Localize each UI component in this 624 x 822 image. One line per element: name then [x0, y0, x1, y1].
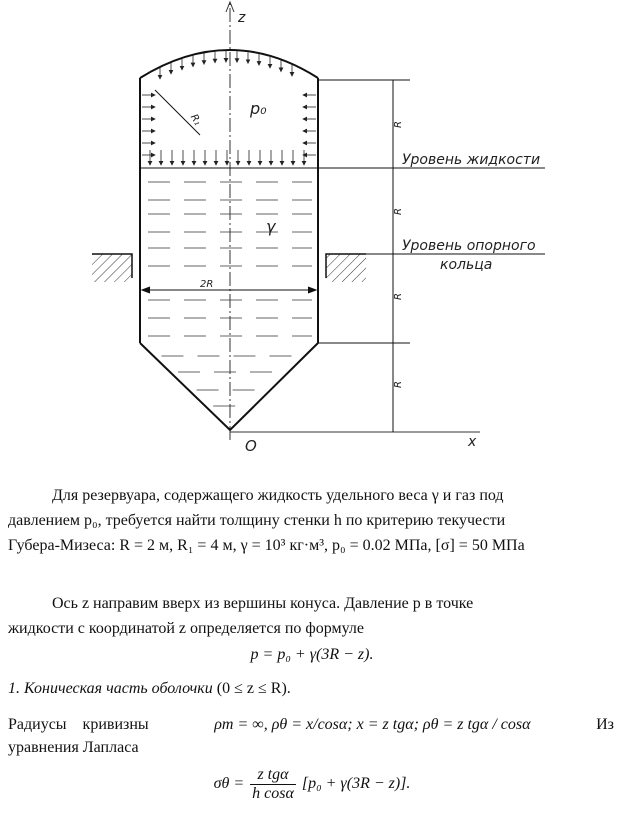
problem-line-2: давлением p₀, требуется найти толщину стенки h по критерию текучести: [8, 512, 506, 529]
radii-formula: ρm = ∞, ρθ = x/cosα; x = z tgα; ρθ = z tgα / cosα: [214, 716, 531, 733]
support-ring-label-line2: кольца: [440, 257, 493, 273]
section-heading: [8, 676, 614, 701]
solution-line-2: жидкости с координатой z определяется по формуле: [8, 620, 365, 637]
solution-paragraph: [8, 591, 614, 641]
stress-lhs: σθ =: [213, 775, 245, 793]
origin-label: O: [245, 437, 257, 455]
solution-line-1: Ось z направим вверх из вершины конуса. Давление p в точке: [52, 595, 474, 612]
stress-denominator: h cosα: [252, 785, 294, 802]
support-ring-label-line1: Уровень опорного: [402, 238, 536, 254]
tank-dome: [140, 50, 318, 78]
dimension-r-2: R: [393, 208, 404, 215]
specific-weight-label: γ: [266, 217, 276, 236]
stress-numerator: z tgα: [250, 766, 296, 785]
z-axis-label: z: [238, 10, 246, 26]
pressure-p0-label: p₀: [250, 99, 267, 118]
radius-r1-line: [155, 90, 200, 135]
section-range: (0 ≤ z ≤ R).: [216, 680, 291, 697]
stress-rhs: [p₀ + γ(3R − z)].: [301, 775, 411, 793]
diameter-arrow-right: [308, 287, 316, 293]
gas-pressure-arrows: [142, 51, 316, 165]
laplace-line: уравнения Лапласа: [8, 739, 139, 756]
problem-line-1: Для резервуара, содержащего жидкость удельного веса γ и газ под: [52, 487, 504, 504]
support-right-hatch: [326, 254, 366, 282]
radii-intro: Радиусы кривизны: [8, 716, 149, 733]
stress-fraction: [250, 766, 296, 803]
radius-r1-label: R₁: [187, 112, 203, 128]
section-title: 1. Коническая часть оболочки: [8, 680, 213, 697]
support-left-hatch: [92, 254, 132, 282]
stress-equation: [0, 766, 624, 803]
x-axis-label: x: [468, 434, 477, 450]
radii-line: [8, 712, 614, 737]
pressure-equation: p = p₀ + γ(3R − z).: [250, 646, 374, 663]
from-word: Из: [596, 716, 614, 733]
diameter-arrow-left: [142, 287, 150, 293]
problem-statement: [8, 483, 614, 558]
diameter-label: 2R: [200, 279, 214, 290]
dimension-r-4: R: [393, 381, 404, 388]
liquid-level-label: Уровень жидкости: [402, 152, 541, 168]
dimension-r-1: R: [393, 121, 404, 128]
problem-line-3: Губера-Мизеса: R = 2 м, R₁ = 4 м, γ = 10³ кг·м³, p₀ = 0.02 МПа, [σ] = 50 МПа: [8, 537, 525, 554]
dimension-r-3: R: [393, 293, 404, 300]
